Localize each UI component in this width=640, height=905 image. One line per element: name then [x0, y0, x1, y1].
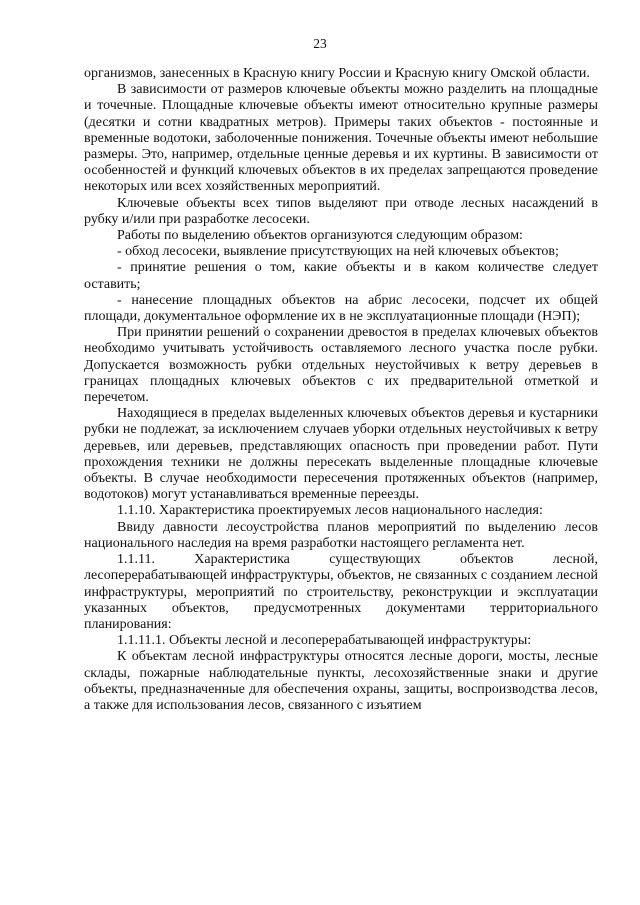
paragraph-forest-infrastructure: К объектам лесной инфраструктуры относятся лесные дороги, мосты, лесные склады, пожарные наблюдательные пункты, лесохозяйственные знаки и другие объекты, предназначенные для обеспечения охраны, защиты, воспроизводства лесов, а также для использования лесов, связанного с изъятием: [84, 649, 598, 713]
paragraph-stand-preservation: При принятии решений о сохранении древостоя в пределах ключевых объектов необходимо учитывать устойчивость оставляемого лесного участка после рубки. Допускается возможность рубки отдельных неустойчивых к ветру деревьев в границах площадных ключевых объектов с их предварительной отметкой и перечетом.: [84, 325, 598, 406]
paragraph-cutting-restrictions: Находящиеся в пределах выделенных ключевых объектов деревья и кустарники рубки не подлежат, за исключением случаев уборки отдельных неустойчивых к ветру деревьев, или деревьев, представляющих опасность при проведении работ. Пути прохождения техники не должны пересекать выделенные площадные ключевые объекты. В случае необходимости пересечения протяженных объектов (например, водотоков) могут устанавливаться временные переезды.: [84, 406, 598, 503]
list-item-mapping: - нанесение площадных объектов на абрис лесосеки, подсчет их общей площади, документальное оформление их в не эксплуатационные площади (НЭП);: [84, 292, 598, 325]
paragraph-object-sizes: В зависимости от размеров ключевые объекты можно разделить на площадные и точечные. Площадные ключевые объекты имеют относительно крупные размеры (десятки и сотни квадратных метров). Примеры таких объектов - постоянные и временные водотоки, заболоченные понижения. Точечные объекты имеют небольшие размеры. Это, например, отдельные ценные деревья и их куртины. В зависимости от особенностей и функций ключевых объектов в их пределах запрещаются проведение некоторых или всех хозяйственных мероприятий.: [84, 82, 598, 195]
section-heading-1-1-10: 1.1.10. Характеристика проектируемых лесов национального наследия:: [117, 503, 543, 519]
body-text: [84, 66, 598, 714]
paragraph-work-organization: Работы по выделению объектов организуются следующим образом:: [117, 228, 523, 244]
paragraph-red-book-continuation: организмов, занесенных в Красную книгу России и Красную книгу Омской области.: [84, 66, 590, 81]
section-heading-1-1-11-1: 1.1.11.1. Объекты лесной и лесоперерабатывающей инфраструктуры:: [117, 633, 532, 649]
list-item-survey: - обход лесосеки, выявление присутствующих на ней ключевых объектов;: [117, 244, 559, 260]
list-item-decision: - принятие решения о том, какие объекты и в каком количестве следует оставить;: [84, 260, 598, 292]
section-heading-1-1-11: 1.1.11. Характеристика существующих объектов лесной, лесоперерабатывающей инфраструктуры, объектов, не связанных с созданием лесной инфраструктуры, мероприятий по строительству, реконструкции и эксплуатации указанных объектов, предусмотренных документами территориального планирования:: [84, 552, 598, 632]
paragraph-national-heritage: Ввиду давности лесоустройства планов мероприятий по выделению лесов национального наследия на время разработки настоящего регламента нет.: [84, 519, 598, 551]
page-number: 23: [313, 36, 327, 51]
paragraph-allocation-timing: Ключевые объекты всех типов выделяют при отводе лесных насаждений в рубку и/или при разработке лесосеки.: [84, 195, 598, 227]
